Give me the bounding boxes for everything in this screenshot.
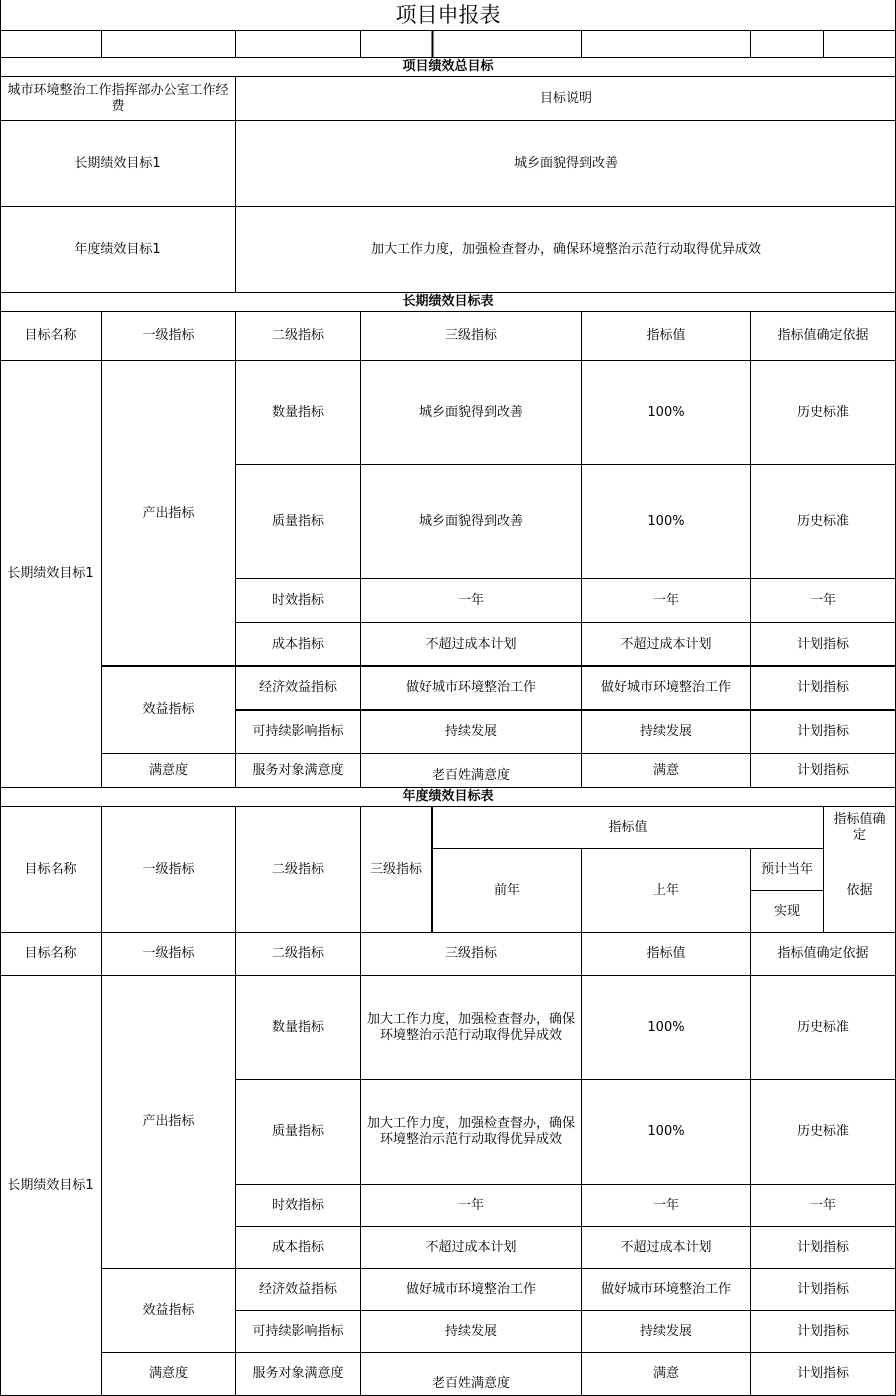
annual-header-achieved: 实现 [773, 903, 800, 919]
table-row-level3: 一年 [457, 1197, 484, 1213]
long-header-basis: 指标值确定依据 [777, 328, 869, 343]
long-goal-name: 长期绩效目标1 [7, 566, 94, 581]
table-row-level3: 持续发展 [444, 1323, 497, 1339]
table-row-value: 不超过成本计划 [620, 1239, 712, 1255]
table-row-level3: 加大工作力度，加强检查督办，确保环境整治示范行动取得优异成效 [366, 1116, 575, 1147]
table-row-value: 100% [647, 1019, 685, 1035]
annual-header2-goal-name: 目标名称 [24, 946, 77, 961]
long-term-table-heading: 长期绩效目标表 [402, 293, 494, 309]
table-row-basis: 计划指标 [796, 636, 849, 652]
annual-header-expected: 预计当年 [760, 861, 813, 877]
goal-description-label: 目标说明 [539, 90, 592, 106]
annual-level1-benefit: 效益指标 [142, 1302, 195, 1318]
annual-header-level1: 一级指标 [142, 861, 195, 877]
annual-level1-output: 产出指标 [142, 1114, 195, 1129]
table-row-basis: 计划指标 [796, 680, 849, 695]
long-header-level2: 二级指标 [271, 328, 324, 343]
table-row-basis: 计划指标 [796, 1239, 849, 1255]
annual-header2-level3: 三级指标 [444, 946, 497, 961]
annual-header-level2: 二级指标 [271, 861, 324, 877]
table-row-level2: 数量指标 [271, 404, 324, 420]
table-row-value: 一年 [652, 1197, 679, 1213]
table-row-value: 100% [647, 1124, 685, 1139]
annual-header-level3: 三级指标 [369, 861, 422, 877]
long-level1-benefit: 效益指标 [142, 702, 195, 717]
table-row-basis: 计划指标 [796, 724, 849, 739]
long-header-value: 指标值 [646, 328, 686, 343]
table-row-value: 持续发展 [639, 1323, 692, 1339]
table-row-level2: 可持续影响指标 [252, 1323, 344, 1339]
table-row-level3: 城乡面貌得到改善 [418, 513, 523, 529]
table-row-basis: 历史标准 [796, 1019, 849, 1035]
table-row-value: 满意 [652, 762, 679, 778]
long-level1-output: 产出指标 [142, 505, 195, 521]
table-row-value: 做好城市环境整治工作 [600, 680, 731, 695]
table-row-basis: 计划指标 [796, 762, 849, 778]
table-row-basis: 计划指标 [796, 1281, 849, 1297]
table-row-basis: 一年 [809, 1197, 836, 1213]
table-row-level2: 服务对象满意度 [252, 1366, 344, 1381]
annual-table-heading: 年度绩效目标表 [402, 788, 494, 804]
long-header-level1: 一级指标 [142, 328, 195, 343]
table-row-level2: 经济效益指标 [258, 680, 337, 695]
overall-goal-heading: 项目绩效总目标 [402, 58, 494, 74]
annual-header2-level2: 二级指标 [271, 946, 324, 961]
table-row-level3: 老百姓满意度 [431, 767, 510, 783]
table-row-basis: 计划指标 [796, 1323, 849, 1339]
annual-level1-satisfaction: 满意度 [148, 1366, 188, 1381]
annual-header-prev-year: 前年 [493, 882, 520, 898]
table-row-level3: 城乡面貌得到改善 [418, 404, 523, 420]
table-row-level3: 做好城市环境整治工作 [405, 1281, 536, 1297]
long-term-goal-label: 长期绩效目标1 [74, 155, 161, 171]
annual-header-basis-top: 指标值确定 [833, 812, 886, 843]
table-row-basis: 历史标准 [796, 404, 849, 420]
project-name: 城市环境整治工作指挥部办公室工作经费 [7, 82, 229, 114]
table-row-level2: 时效指标 [271, 592, 324, 608]
table-row-level3: 一年 [457, 592, 484, 608]
table-row-value: 100% [647, 513, 685, 529]
annual-goal-name: 长期绩效目标1 [7, 1177, 94, 1193]
annual-header-indicator-value: 指标值 [608, 819, 648, 835]
annual-header-basis-bottom: 依据 [846, 882, 873, 898]
table-row-basis: 历史标准 [796, 513, 849, 529]
table-row-level2: 数量指标 [271, 1019, 324, 1035]
table-row-level3: 做好城市环境整治工作 [405, 680, 536, 695]
table-row-basis: 一年 [809, 592, 836, 608]
table-row-level2: 可持续影响指标 [252, 724, 344, 739]
table-row-level3: 加大工作力度，加强检查督办，确保环境整治示范行动取得优异成效 [366, 1011, 575, 1043]
table-row-level2: 质量指标 [271, 513, 324, 529]
table-row-level2: 成本指标 [271, 636, 324, 652]
annual-header2-basis: 指标值确定依据 [777, 946, 869, 961]
table-row-value: 不超过成本计划 [620, 636, 712, 652]
table-row-level2: 时效指标 [271, 1197, 324, 1213]
table-row-level2: 服务对象满意度 [252, 762, 344, 778]
long-level1-satisfaction: 满意度 [148, 762, 188, 778]
table-row-level3: 老百姓满意度 [431, 1375, 510, 1391]
table-row-value: 100% [647, 404, 685, 420]
annual-goal-value: 加大工作力度，加强检查督办，确保环境整治示范行动取得优异成效 [370, 241, 761, 257]
annual-header2-value: 指标值 [646, 946, 686, 961]
table-row-level3: 持续发展 [444, 724, 497, 739]
table-row-level2: 成本指标 [271, 1239, 324, 1255]
table-row-basis: 历史标准 [796, 1124, 849, 1139]
table-row-value: 持续发展 [639, 724, 692, 739]
annual-header-goal-name: 目标名称 [24, 861, 77, 877]
table-row-level2: 质量指标 [271, 1124, 324, 1139]
long-header-goal-name: 目标名称 [24, 328, 77, 343]
long-term-goal-value: 城乡面貌得到改善 [513, 155, 618, 171]
page-title: 项目申报表 [395, 3, 501, 27]
table-row-level3: 不超过成本计划 [425, 1239, 517, 1255]
annual-goal-label: 年度绩效目标1 [74, 241, 161, 257]
table-row-level3: 不超过成本计划 [425, 636, 517, 652]
table-row-value: 一年 [652, 592, 679, 608]
annual-header-last-year: 上年 [652, 882, 679, 898]
long-header-level3: 三级指标 [444, 328, 497, 343]
table-row-level2: 经济效益指标 [258, 1281, 337, 1297]
table-row-value: 满意 [652, 1366, 679, 1381]
table-row-basis: 计划指标 [796, 1366, 849, 1381]
annual-header2-level1: 一级指标 [142, 946, 195, 961]
table-row-value: 做好城市环境整治工作 [600, 1281, 731, 1297]
